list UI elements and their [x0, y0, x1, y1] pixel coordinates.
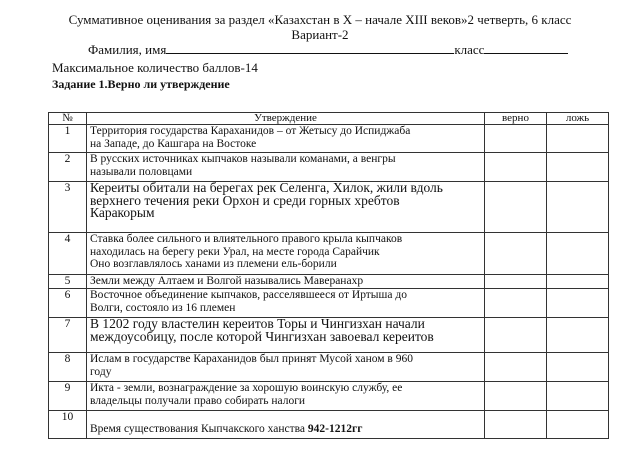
statement-line: Икта - земли, вознаграждение за хорошую воинскую службу, ее [90, 382, 403, 394]
true-answer-cell[interactable] [485, 125, 547, 153]
false-answer-cell[interactable] [547, 275, 609, 289]
statement-cell [87, 153, 485, 182]
max-score-label: Максимальное количество баллов-14 [52, 60, 258, 75]
document-title: Суммативное оценивания за раздел «Казахстан в Х – начале XIII веков»2 четверть, 6 класс [68, 12, 572, 27]
statement-cell [87, 382, 485, 411]
statement-line: междоусобицу, после которой Чингизхан завоевал кереитов [90, 328, 434, 344]
row-number: 1 [49, 125, 87, 153]
true-answer-cell[interactable] [485, 382, 547, 411]
statement-cell [87, 182, 485, 233]
true-answer-cell[interactable] [485, 411, 547, 439]
statement-cell [87, 353, 485, 382]
table-header-row [49, 113, 609, 125]
row-number: 10 [49, 411, 87, 439]
true-answer-cell[interactable] [485, 182, 547, 233]
row-number: 5 [49, 275, 87, 289]
false-answer-cell[interactable] [547, 382, 609, 411]
true-answer-cell[interactable] [485, 233, 547, 275]
false-answer-cell[interactable] [547, 182, 609, 233]
false-answer-cell[interactable] [547, 233, 609, 275]
statement-line: В русских источниках кыпчаков называли команами, а венгры [90, 153, 396, 165]
row-number: 6 [49, 289, 87, 318]
true-answer-cell[interactable] [485, 289, 547, 318]
surname-label: Фамилия, имя [88, 42, 167, 57]
true-answer-cell[interactable] [485, 275, 547, 289]
statement-cell [87, 289, 485, 318]
statement-cell [87, 411, 485, 439]
statement-dates: 942-1212гг [307, 422, 363, 435]
false-answer-cell[interactable] [547, 353, 609, 382]
table-row [49, 382, 609, 411]
variant-label: Вариант-2 [291, 27, 349, 42]
row-number: 7 [49, 318, 87, 353]
row-number: 3 [49, 182, 87, 233]
statement-line: году [90, 365, 112, 378]
class-blank-line[interactable] [484, 42, 568, 54]
statement-line: Каракорым [90, 205, 155, 220]
header-statement: Утверждение [87, 113, 485, 125]
statement-line: верхнего течения реки Орхон и среди горных хребтов [90, 192, 400, 208]
task-heading: Задание 1.Верно ли утверждение [52, 77, 230, 91]
false-answer-cell[interactable] [547, 289, 609, 318]
false-answer-cell[interactable] [547, 153, 609, 182]
statement-line: Кереиты обитали на берегах рек Селенга, Хилок, жили вдоль [90, 180, 443, 195]
statement-line: Восточное объединение кыпчаков, расселявшееся от Иртыша до [90, 289, 407, 301]
row-number: 9 [49, 382, 87, 411]
statement-line: называли половцами [90, 165, 193, 178]
true-answer-cell[interactable] [485, 153, 547, 182]
statement-text: Время существования Кыпчакского ханства [90, 422, 308, 435]
statement-line: Волги, состояло из 16 племен [90, 301, 236, 314]
statement-line: Земли между Алтаем и Волгой назывались Маверанахр [90, 275, 364, 287]
false-answer-cell[interactable] [547, 125, 609, 153]
statement-cell [87, 275, 485, 289]
statement-cell [87, 125, 485, 153]
statement-line: Ставка более сильного и влиятельного правого крыла кыпчаков [90, 233, 403, 245]
statement-line: Территория государства Караханидов – от Жетысу до Испиджаба [90, 125, 411, 137]
table-row [49, 353, 609, 382]
table-row [49, 182, 609, 233]
true-answer-cell[interactable] [485, 353, 547, 382]
statement-line: Ислам в государстве Караханидов был принят Мусой ханом в 960 [90, 353, 413, 365]
statement-line: Оно возглавлялось ханами из племени ель-борили [90, 258, 337, 270]
statement-line: В 1202 году властелин кереитов Торы и Чингизхан начали [90, 316, 425, 331]
statements-table [48, 112, 609, 439]
table-row [49, 153, 609, 182]
false-answer-cell[interactable] [547, 411, 609, 439]
row-number: 8 [49, 353, 87, 382]
statement-line: находилась на берегу реки Урал, на месте города Сарайчик [90, 245, 380, 258]
table-row [49, 275, 609, 289]
header-true: верно [485, 113, 547, 125]
statement-cell [87, 318, 485, 353]
table-row [49, 411, 609, 439]
statement-line: владельцы получали право собирать налоги [90, 394, 306, 407]
row-number: 4 [49, 233, 87, 275]
statement-line: на Западе, до Кашгара на Востоке [90, 137, 257, 150]
table-row [49, 318, 609, 353]
class-label: класс [454, 42, 485, 57]
false-answer-cell[interactable] [547, 318, 609, 353]
name-field-row [88, 42, 568, 58]
header-number: № [49, 113, 87, 125]
table-row [49, 289, 609, 318]
header-false: ложь [547, 113, 609, 125]
table-row [49, 233, 609, 275]
statement-cell [87, 233, 485, 275]
table-row [49, 125, 609, 153]
row-number: 2 [49, 153, 87, 182]
true-answer-cell[interactable] [485, 318, 547, 353]
surname-blank-line[interactable] [166, 42, 454, 54]
